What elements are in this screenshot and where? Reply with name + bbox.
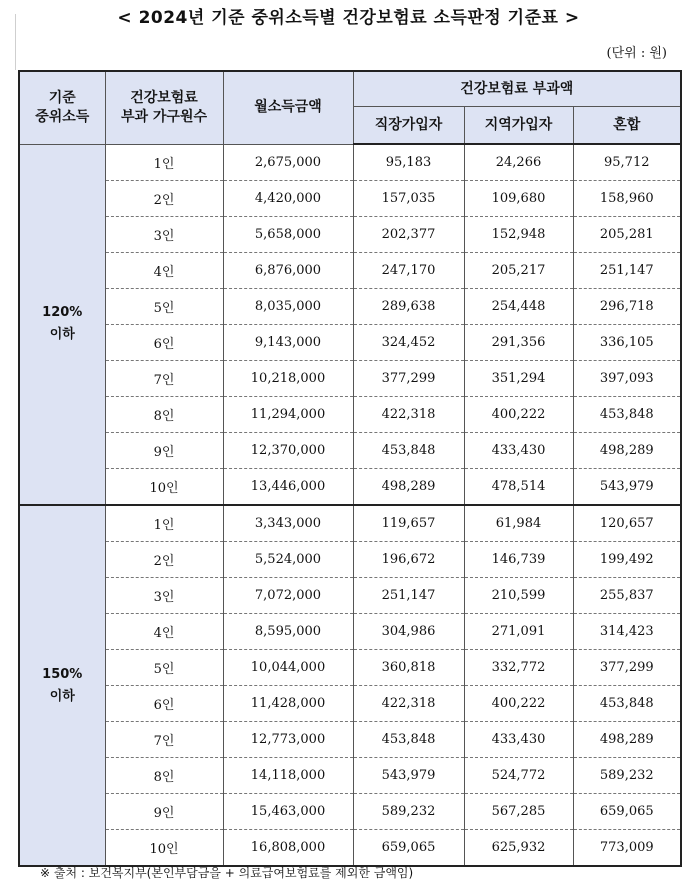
median-income-group-label: 이하	[49, 688, 75, 704]
monthly-income-cell: 10,218,000	[223, 361, 353, 397]
unit-label: (단위 : 원)	[606, 46, 667, 61]
employee-premium-cell: 360,818	[353, 650, 464, 686]
regional-premium-cell: 210,599	[464, 578, 573, 614]
employee-premium-cell: 324,452	[353, 325, 464, 361]
mixed-premium-cell: 453,848	[573, 686, 681, 722]
regional-premium-cell: 109,680	[464, 181, 573, 217]
household-count-cell: 10인	[105, 830, 223, 867]
regional-premium-cell: 567,285	[464, 794, 573, 830]
regional-premium-cell: 524,772	[464, 758, 573, 794]
table-row	[19, 686, 681, 722]
employee-premium-cell: 543,979	[353, 758, 464, 794]
regional-premium-cell: 61,984	[464, 505, 573, 542]
median-income-group	[19, 505, 105, 866]
monthly-income-cell: 5,658,000	[223, 217, 353, 253]
household-count-cell: 7인	[105, 722, 223, 758]
employee-premium-cell: 196,672	[353, 542, 464, 578]
table-row	[19, 722, 681, 758]
mixed-premium-cell: 255,837	[573, 578, 681, 614]
monthly-income-cell: 8,035,000	[223, 289, 353, 325]
household-count-cell: 1인	[105, 144, 223, 181]
header-premium-group: 건강보험료 부과액	[353, 71, 681, 107]
table-row	[19, 253, 681, 289]
regional-premium-cell: 625,932	[464, 830, 573, 867]
table-row	[19, 361, 681, 397]
table-row	[19, 325, 681, 361]
monthly-income-cell: 2,675,000	[223, 144, 353, 181]
employee-premium-cell: 247,170	[353, 253, 464, 289]
regional-premium-cell: 152,948	[464, 217, 573, 253]
table-row	[19, 794, 681, 830]
household-count-cell: 4인	[105, 253, 223, 289]
median-income-group	[19, 144, 105, 505]
regional-premium-cell: 351,294	[464, 361, 573, 397]
monthly-income-cell: 8,595,000	[223, 614, 353, 650]
regional-premium-cell: 291,356	[464, 325, 573, 361]
monthly-income-cell: 11,294,000	[223, 397, 353, 433]
mixed-premium-cell: 589,232	[573, 758, 681, 794]
regional-premium-cell: 478,514	[464, 469, 573, 506]
household-count-cell: 6인	[105, 325, 223, 361]
mixed-premium-cell: 397,093	[573, 361, 681, 397]
header-mixed: 혼합	[573, 107, 681, 145]
employee-premium-cell: 289,638	[353, 289, 464, 325]
household-count-cell: 5인	[105, 289, 223, 325]
header-monthly-income: 월소득금액	[223, 71, 353, 144]
household-count-cell: 2인	[105, 542, 223, 578]
mixed-premium-cell: 336,105	[573, 325, 681, 361]
household-count-cell: 9인	[105, 433, 223, 469]
employee-premium-cell: 157,035	[353, 181, 464, 217]
employee-premium-cell: 377,299	[353, 361, 464, 397]
monthly-income-cell: 15,463,000	[223, 794, 353, 830]
household-count-cell: 9인	[105, 794, 223, 830]
monthly-income-cell: 9,143,000	[223, 325, 353, 361]
employee-premium-cell: 659,065	[353, 830, 464, 867]
monthly-income-cell: 6,876,000	[223, 253, 353, 289]
table-row	[19, 469, 681, 506]
regional-premium-cell: 433,430	[464, 433, 573, 469]
table-row	[19, 830, 681, 867]
mixed-premium-cell: 498,289	[573, 722, 681, 758]
monthly-income-cell: 14,118,000	[223, 758, 353, 794]
household-count-cell: 10인	[105, 469, 223, 506]
household-count-cell: 6인	[105, 686, 223, 722]
monthly-income-cell: 3,343,000	[223, 505, 353, 542]
mixed-premium-cell: 199,492	[573, 542, 681, 578]
employee-premium-cell: 202,377	[353, 217, 464, 253]
monthly-income-cell: 7,072,000	[223, 578, 353, 614]
header-households-line2: 부과 가구원수	[120, 108, 208, 125]
employee-premium-cell: 304,986	[353, 614, 464, 650]
mixed-premium-cell: 543,979	[573, 469, 681, 506]
header-median-income-line2: 중위소득	[35, 108, 90, 125]
regional-premium-cell: 400,222	[464, 397, 573, 433]
household-count-cell: 4인	[105, 614, 223, 650]
table-row	[19, 433, 681, 469]
table-row	[19, 289, 681, 325]
header-regional: 지역가입자	[464, 107, 573, 145]
table-row	[19, 505, 681, 542]
header-households-line1: 건강보험료	[130, 89, 198, 106]
table-row	[19, 181, 681, 217]
household-count-cell: 8인	[105, 758, 223, 794]
mixed-premium-cell: 95,712	[573, 144, 681, 181]
page-title: < 2024년 기준 중위소득별 건강보험료 소득판정 기준표 >	[117, 8, 580, 28]
employee-premium-cell: 498,289	[353, 469, 464, 506]
monthly-income-cell: 11,428,000	[223, 686, 353, 722]
household-count-cell: 1인	[105, 505, 223, 542]
household-count-cell: 3인	[105, 578, 223, 614]
employee-premium-cell: 119,657	[353, 505, 464, 542]
employee-premium-cell: 251,147	[353, 578, 464, 614]
regional-premium-cell: 400,222	[464, 686, 573, 722]
mixed-premium-cell: 498,289	[573, 433, 681, 469]
table-row	[19, 578, 681, 614]
employee-premium-cell: 422,318	[353, 686, 464, 722]
mixed-premium-cell: 773,009	[573, 830, 681, 867]
table-body	[19, 144, 681, 866]
employee-premium-cell: 589,232	[353, 794, 464, 830]
mixed-premium-cell: 314,423	[573, 614, 681, 650]
header-employee: 직장가입자	[353, 107, 464, 145]
table-row	[19, 397, 681, 433]
monthly-income-cell: 5,524,000	[223, 542, 353, 578]
monthly-income-cell: 13,446,000	[223, 469, 353, 506]
monthly-income-cell: 12,773,000	[223, 722, 353, 758]
table-row	[19, 217, 681, 253]
footnote: ※ 출처 : 보건복지부(본인부담금을 + 의료급여보험료를 제외한 금액임)	[40, 866, 414, 880]
median-income-group-label: 이하	[49, 327, 75, 343]
header-median-income	[19, 71, 105, 144]
mixed-premium-cell: 251,147	[573, 253, 681, 289]
regional-premium-cell: 271,091	[464, 614, 573, 650]
household-count-cell: 3인	[105, 217, 223, 253]
monthly-income-cell: 4,420,000	[223, 181, 353, 217]
household-count-cell: 8인	[105, 397, 223, 433]
table-row	[19, 144, 681, 181]
employee-premium-cell: 95,183	[353, 144, 464, 181]
mixed-premium-cell: 120,657	[573, 505, 681, 542]
monthly-income-cell: 16,808,000	[223, 830, 353, 867]
regional-premium-cell: 332,772	[464, 650, 573, 686]
table-row	[19, 614, 681, 650]
table-row	[19, 758, 681, 794]
table-row	[19, 542, 681, 578]
household-count-cell: 2인	[105, 181, 223, 217]
regional-premium-cell: 254,448	[464, 289, 573, 325]
mixed-premium-cell: 659,065	[573, 794, 681, 830]
regional-premium-cell: 146,739	[464, 542, 573, 578]
income-criteria-table	[18, 70, 682, 867]
mixed-premium-cell: 453,848	[573, 397, 681, 433]
table-row	[19, 650, 681, 686]
mixed-premium-cell: 296,718	[573, 289, 681, 325]
median-income-group-label: 150%	[42, 666, 83, 682]
median-income-group-label: 120%	[42, 305, 83, 321]
mixed-premium-cell: 377,299	[573, 650, 681, 686]
employee-premium-cell: 422,318	[353, 397, 464, 433]
header-median-income-line1: 기준	[48, 89, 76, 106]
regional-premium-cell: 24,266	[464, 144, 573, 181]
household-count-cell: 5인	[105, 650, 223, 686]
monthly-income-cell: 10,044,000	[223, 650, 353, 686]
header-households	[105, 71, 223, 144]
monthly-income-cell: 12,370,000	[223, 433, 353, 469]
household-count-cell: 7인	[105, 361, 223, 397]
regional-premium-cell: 433,430	[464, 722, 573, 758]
mixed-premium-cell: 158,960	[573, 181, 681, 217]
mixed-premium-cell: 205,281	[573, 217, 681, 253]
employee-premium-cell: 453,848	[353, 722, 464, 758]
regional-premium-cell: 205,217	[464, 253, 573, 289]
employee-premium-cell: 453,848	[353, 433, 464, 469]
